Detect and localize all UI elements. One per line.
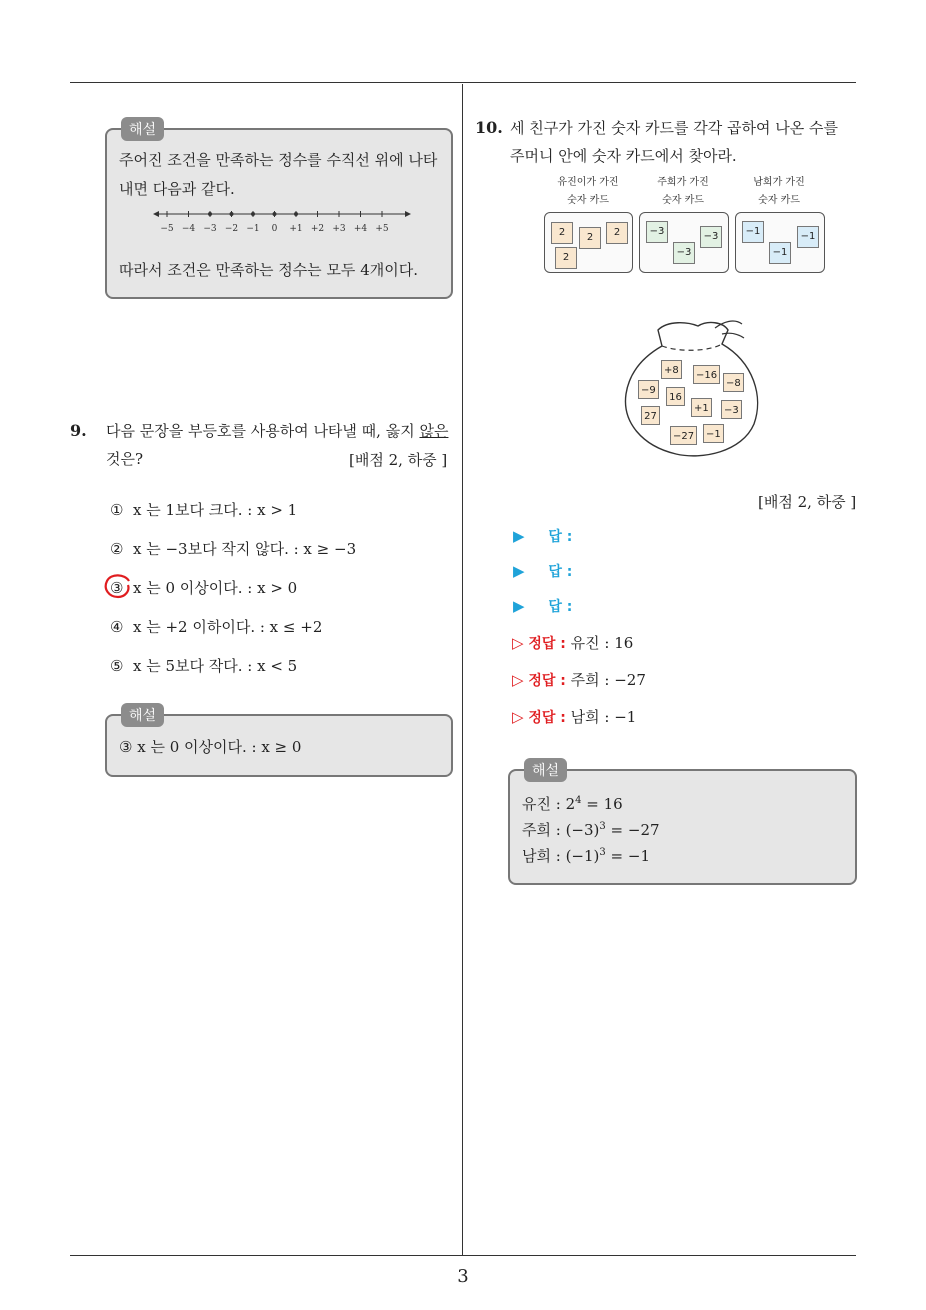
q9-option-4[interactable] <box>110 616 322 637</box>
integer-dot <box>230 212 234 216</box>
q10-solution-line3: 남희 : $(-1)^3 = -1$ <box>522 847 650 865</box>
question-9-line1: 다음 문장을 부등호를 사용하여 나타낼 때, 옳지 <box>106 422 420 440</box>
number-card: −1 <box>797 226 819 248</box>
integer-dot <box>208 212 212 216</box>
option-number: ② <box>110 540 124 558</box>
tick-label: +2 <box>310 224 325 234</box>
tick-label: −4 <box>181 224 196 234</box>
bag-card: −1 <box>703 424 724 443</box>
option-text: x 는 0 이상이다. : x > 0 <box>133 579 298 597</box>
solution-tag: 해설 <box>121 117 164 141</box>
q8-solution-line2: 내면 다음과 같다. <box>119 180 235 198</box>
top-rule <box>70 82 856 83</box>
integer-dot <box>294 212 298 216</box>
page-number: 3 <box>457 1266 469 1287</box>
tick-label: +3 <box>332 224 346 234</box>
number-card: −3 <box>673 242 695 264</box>
answer-label: 답 : <box>548 529 573 545</box>
q10-solution-line2: 주희 : $(-3)^3 = -27$ <box>522 821 660 839</box>
bag-card: 27 <box>641 406 660 425</box>
question-9-number: 9. <box>70 421 87 440</box>
q9-option-2[interactable] <box>110 538 356 559</box>
play-marker-icon: ▶ <box>513 562 525 580</box>
bag-card: −16 <box>693 365 720 384</box>
number-card: −1 <box>742 221 764 243</box>
answer-line-3[interactable] <box>513 596 572 616</box>
answer-line-2[interactable] <box>513 561 572 581</box>
correct-answer-text: 유진 : 16 <box>570 634 634 652</box>
number-line <box>153 206 411 236</box>
correct-answer-text: 주희 : −27 <box>570 671 646 689</box>
yujin-card-box <box>544 212 633 273</box>
q9-solution-box <box>105 708 453 777</box>
option-number: ④ <box>110 618 124 636</box>
number-card: −3 <box>700 226 722 248</box>
number-card: 2 <box>555 247 577 269</box>
outline-triangle-icon: ▷ <box>512 671 524 689</box>
integer-dot <box>273 212 277 216</box>
question-9-line2: 것은? <box>106 450 144 468</box>
solution-tag: 해설 <box>121 703 164 727</box>
correct-answer-1 <box>512 632 633 653</box>
bag-card: +1 <box>691 398 712 417</box>
bag-card: −3 <box>721 400 742 419</box>
answer-label: 답 : <box>548 564 573 580</box>
option-text: x 는 1보다 크다. : x > 1 <box>133 501 298 519</box>
tick-label: −5 <box>160 224 174 234</box>
q9-option-3[interactable] <box>110 577 297 598</box>
question-10-line2: 주머니 안에 숫자 카드에서 찾아라. <box>510 147 737 165</box>
q10-solution-box <box>508 763 857 885</box>
juhee-card-box <box>639 212 729 273</box>
correct-label: 정답 : <box>528 710 566 726</box>
bag-card: −8 <box>723 373 744 392</box>
number-card: −1 <box>769 242 791 264</box>
option-number: ③ <box>110 579 124 597</box>
option-text: x 는 5보다 작다. : x < 5 <box>133 657 298 675</box>
answer-line-1[interactable] <box>513 526 572 546</box>
number-card: 2 <box>579 227 601 249</box>
question-10-score: [배점 2, 하중 ] <box>758 493 857 511</box>
bag-card: 16 <box>666 387 685 406</box>
play-marker-icon: ▶ <box>513 597 525 615</box>
correct-answer-2 <box>512 669 646 690</box>
question-10-number: 10. <box>475 118 503 137</box>
option-text: x 는 +2 이하이다. : x ≤ +2 <box>133 618 323 636</box>
tick-label: +4 <box>353 224 368 234</box>
column-divider <box>462 84 463 1256</box>
option-number: ① <box>110 501 124 519</box>
tick-label: +1 <box>289 224 303 234</box>
play-marker-icon: ▶ <box>513 527 525 545</box>
tick-label: −2 <box>224 224 239 234</box>
outline-triangle-icon: ▷ <box>512 634 524 652</box>
q8-solution-line3: 따라서 조건은 만족하는 정수는 모두 4개이다. <box>119 261 418 279</box>
tick-label: +5 <box>375 224 389 234</box>
q9-solution-text: ③ x 는 0 이상이다. : x ≥ 0 <box>119 738 302 756</box>
q9-option-5[interactable] <box>110 655 297 676</box>
answer-label: 답 : <box>548 599 573 615</box>
correct-label: 정답 : <box>528 636 566 652</box>
correct-label: 정답 : <box>528 673 566 689</box>
q9-option-1[interactable] <box>110 499 297 520</box>
question-9-underlined: 않은 <box>419 422 449 440</box>
bottom-rule <box>70 1255 856 1256</box>
integer-dot <box>251 212 255 216</box>
correct-answer-text: 남희 : −1 <box>570 708 637 726</box>
question-9-text <box>106 417 456 445</box>
q10-solution-line1: 유진 : $2^4 = 16$ <box>522 795 623 813</box>
outline-triangle-icon: ▷ <box>512 708 524 726</box>
question-10-line1: 세 친구가 가진 숫자 카드를 각각 곱하여 나온 수를 <box>510 119 838 137</box>
bag-card: −9 <box>638 380 659 399</box>
q8-solution-box <box>105 122 453 299</box>
tick-label: −3 <box>203 224 217 234</box>
q8-solution-line1: 주어진 조건을 만족하는 정수를 수직선 위에 나타 <box>119 151 438 169</box>
bag-card: −27 <box>670 426 697 445</box>
correct-answer-3 <box>512 706 636 727</box>
group-2-label: 주희가 가진 숫자 카드 <box>657 177 709 206</box>
question-9-score: [배점 2, 하중 ] <box>349 451 448 469</box>
namhee-card-box <box>735 212 825 273</box>
tick-label: −1 <box>246 224 260 234</box>
option-text: x 는 −3보다 작지 않다. : x ≥ −3 <box>133 540 357 558</box>
bag-card: +8 <box>661 360 682 379</box>
group-1-label: 유진이가 가진 숫자 카드 <box>557 177 619 206</box>
tick-label: 0 <box>271 224 278 234</box>
answer-circle-mark <box>103 572 133 600</box>
solution-tag: 해설 <box>524 758 567 782</box>
number-card: 2 <box>606 222 628 244</box>
option-number: ⑤ <box>110 657 124 675</box>
number-card: −3 <box>646 221 668 243</box>
number-card: 2 <box>551 222 573 244</box>
group-3-label: 남희가 가진 숫자 카드 <box>753 177 805 206</box>
